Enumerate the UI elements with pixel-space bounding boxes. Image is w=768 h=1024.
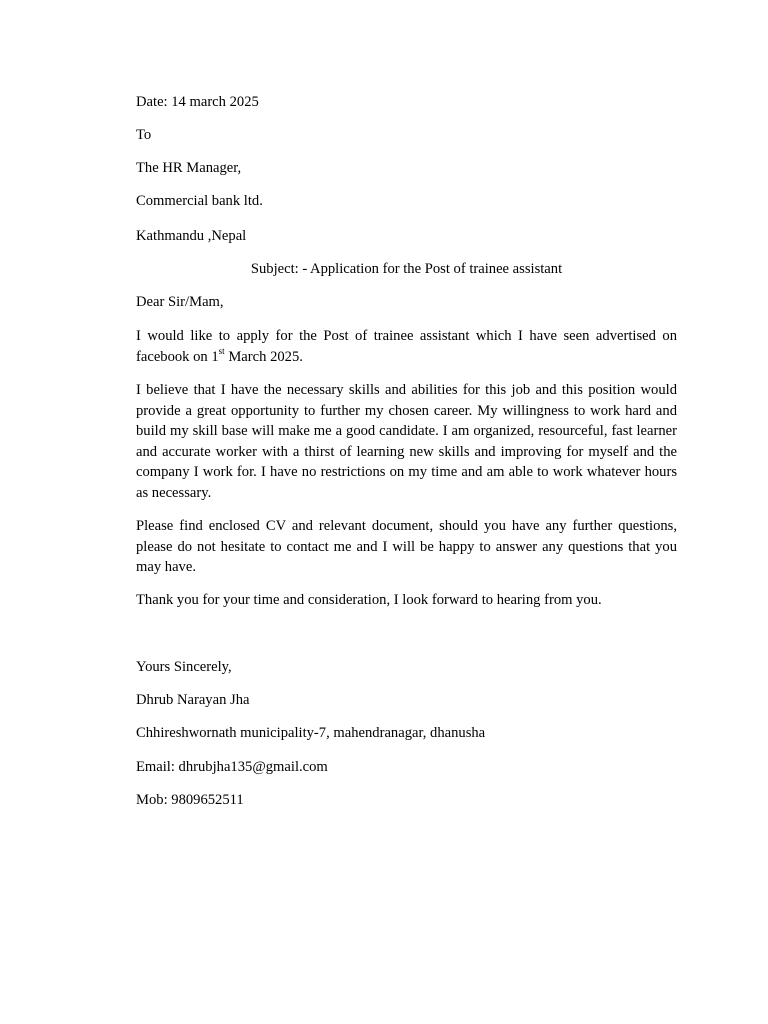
body-paragraph-2: I believe that I have the necessary skills and abilities for this job and this position would provide a great opportunity to further my chosen career. My willingness to work hard and build my skill base will make me a good candidate. I am organized, resourceful, fast learner and accurate worker with a thirst of learning new skills and improving for myself and the company I work for. I have no restrictions on my time and am able to work whatever hours as necessary. — [136, 382, 677, 501]
sender-email: Email: dhrubjha135@gmail.com — [136, 759, 328, 775]
letter-closing: Yours Sincerely, — [136, 659, 232, 675]
sender-name: Dhrub Narayan Jha — [136, 692, 250, 708]
body-paragraph-3: Please find enclosed CV and relevant document, should you have any further questions, please do not hesitate to contact me and I will be happy to answer any questions that you may have. — [136, 518, 677, 575]
paragraph-1-text-end: March 2025. — [224, 348, 303, 365]
sender-address: Chhireshwornath municipality-7, mahendranagar, dhanusha — [136, 725, 486, 741]
letter-date: Date: 14 march 2025 — [136, 94, 259, 110]
ordinal-suffix: st — [218, 345, 225, 356]
recipient-location: Kathmandu ,Nepal — [136, 228, 247, 244]
letter-to: To — [136, 127, 152, 143]
recipient-company: Commercial bank ltd. — [136, 193, 263, 209]
recipient-title: The HR Manager, — [136, 160, 242, 176]
sender-mobile: Mob: 9809652511 — [136, 792, 244, 808]
body-paragraph-1 — [136, 326, 677, 367]
body-paragraph-4: Thank you for your time and consideration, I look forward to hearing from you. — [136, 592, 602, 608]
letter-salutation: Dear Sir/Mam, — [136, 294, 224, 310]
letter-subject: Subject: - Application for the Post of trainee assistant — [250, 261, 563, 277]
letter-page — [136, 0, 677, 1024]
paragraph-1-text: I would like to apply for the Post of trainee assistant which I have seen advertised on facebook on 1 — [136, 328, 677, 365]
